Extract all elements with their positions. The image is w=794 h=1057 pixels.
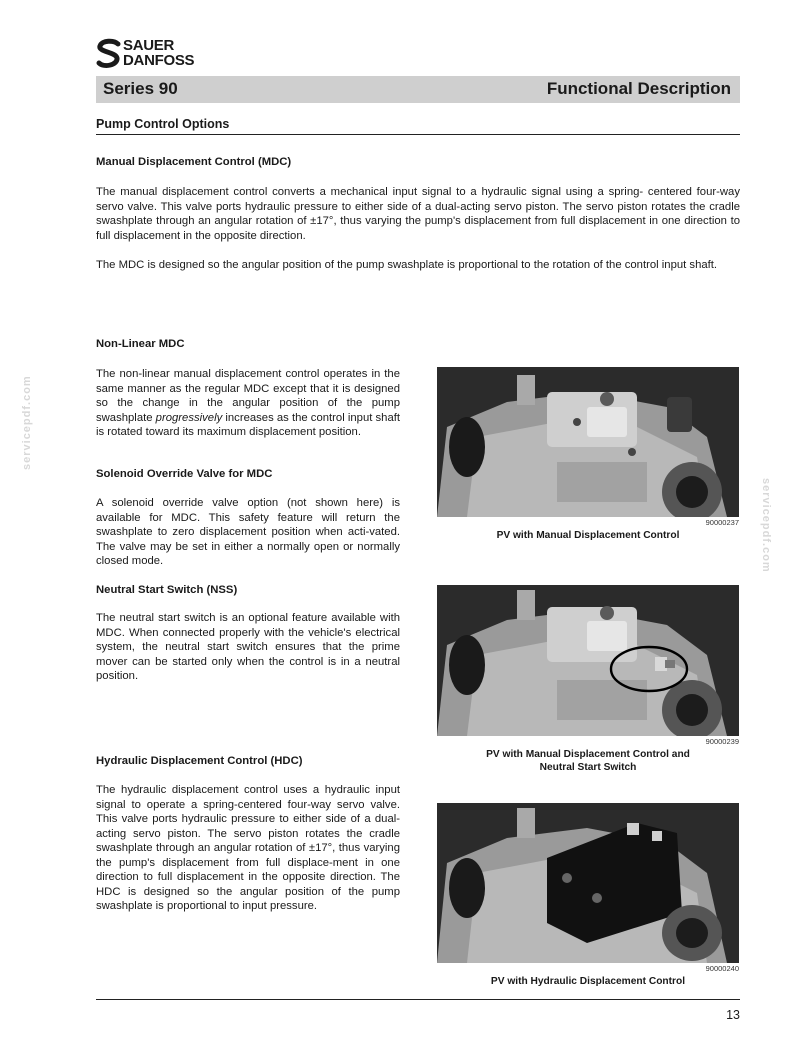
watermark-left: servicepdf.com <box>21 375 33 470</box>
figure-3-caption: PV with Hydraulic Displacement Control <box>490 976 686 987</box>
brand-line-1: SAUER <box>123 37 175 54</box>
mdc-paragraph-1: The manual displacement control converts a mechanical input signal to a hydraulic signal using a spring- centered four-way servo valve. This valve ports hydraulic pressure to either side of a dual-acting servo piston. The servo piston rotates the cradle swashplate through an angular rotation of ±17°, thus varying the pump's displacement from full displacement in one direction to full displacement in the opposite direction. <box>96 186 740 242</box>
mdc-heading: Manual Displacement Control (MDC) <box>96 156 292 168</box>
nonlinear-text-before: The non-linear manual displacement control operates in the same manner as the regular MDC except that it is designed so the change in the angular position of the pump swashplate <box>96 368 400 424</box>
header-bar <box>96 76 740 103</box>
figure-2-id: 90000239 <box>705 737 739 746</box>
nonlinear-paragraph <box>96 367 400 440</box>
watermark-right: servicepdf.com <box>760 478 772 573</box>
figure-1-id: 90000237 <box>705 518 739 527</box>
mdc-paragraph-2: The MDC is designed so the angular position of the pump swashplate is proportional to the rotation of the control input shaft. <box>96 259 718 271</box>
chapter-title: Functional Description <box>546 79 731 98</box>
brand-line-2: DANFOSS <box>123 52 195 69</box>
hdc-heading: Hydraulic Displacement Control (HDC) <box>96 755 303 767</box>
figure-2-caption <box>437 748 739 774</box>
figure-1-caption: PV with Manual Displacement Control <box>496 530 680 541</box>
nonlinear-text-after: increases as the control input shaft is rotated toward its maximum displacement position. <box>96 411 400 438</box>
figure-2-caption-line-1: PV with Manual Displacement Control and <box>486 749 690 760</box>
footer-rule <box>96 999 740 1000</box>
section-title: Pump Control Options <box>96 117 230 131</box>
solenoid-heading: Solenoid Override Valve for MDC <box>96 468 273 480</box>
section-rule <box>96 134 740 135</box>
series-title: Series 90 <box>103 79 178 98</box>
page-number: 13 <box>726 1008 740 1022</box>
figure-2-caption-line-2: Neutral Start Switch <box>539 762 637 773</box>
hdc-paragraph: The hydraulic displacement control uses a hydraulic input signal to operate a spring-centered four-way servo valve. This valve ports hydraulic pressure to either side of a dual-acting servo piston. The servo piston rotates the cradle swashplate through an angular rotation of ±17°, thus varying the pump's displacement from full displace-ment in one direction to full displacement in the opposite direction. The HDC is designed so the angular position of the pump swashplate is proportional to input pressure. <box>96 784 400 912</box>
nonlinear-emphasis: progressively <box>155 411 223 424</box>
photo-pump-mdc-nss <box>437 585 739 736</box>
sauer-danfoss-logo <box>96 38 214 72</box>
nss-paragraph: The neutral start switch is an optional feature available with MDC. When connected properly with the vehicle's electrical system, the neutral start switch ensures that the prime mover can be started only when the control is in a neutral position. <box>96 612 400 682</box>
photo-pump-mdc <box>437 367 739 517</box>
photo-pump-hdc <box>437 803 739 963</box>
nonlinear-heading: Non-Linear MDC <box>96 338 185 350</box>
logo-mark-icon <box>96 38 122 70</box>
solenoid-paragraph: A solenoid override valve option (not shown here) is available for MDC. This safety feature will return the swashplate to zero displacement position when acti-vated. The valve may be set in either a normally open or normally closed mode. <box>96 497 400 567</box>
figure-3-id: 90000240 <box>705 964 739 973</box>
nss-heading: Neutral Start Switch (NSS) <box>96 584 238 596</box>
